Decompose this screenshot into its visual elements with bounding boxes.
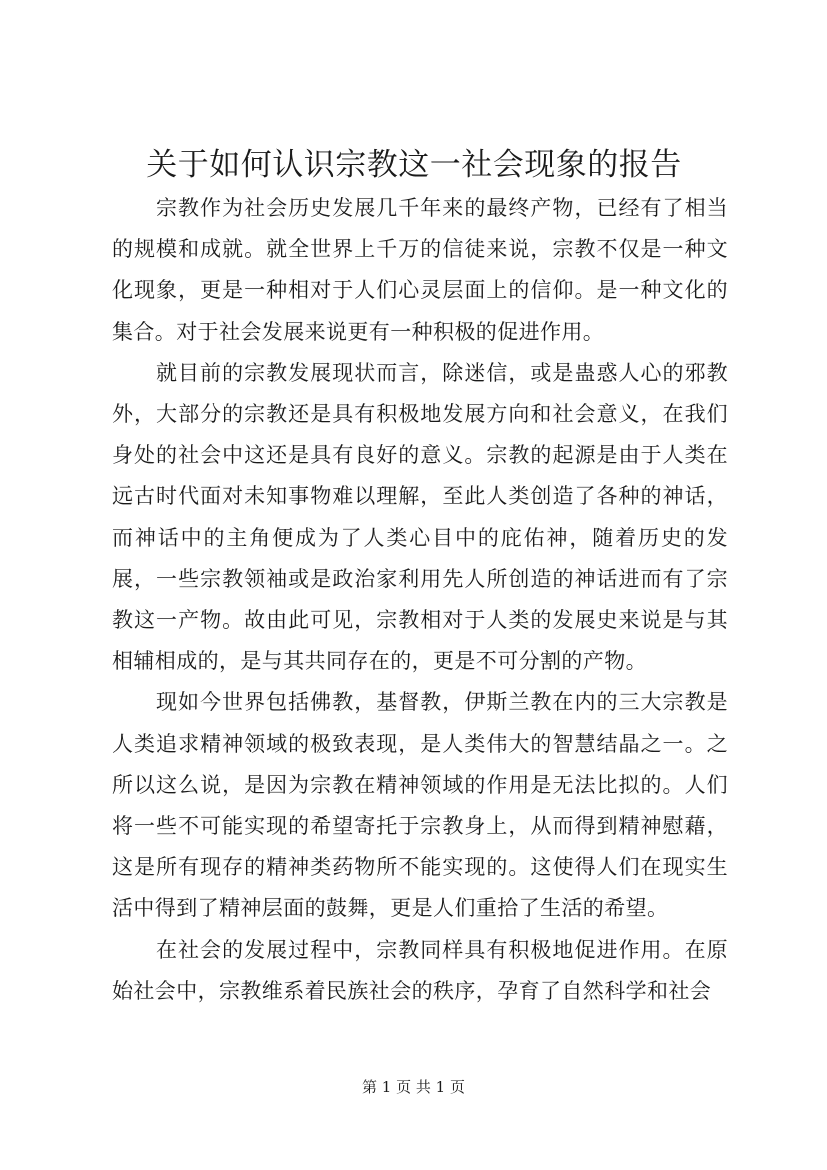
paragraph-2: 就目前的宗教发展现状而言，除迷信，或是蛊惑人心的邪教外，大部分的宗教还是具有积极地发展方向和社会意义，在我们身处的社会中这还是具有良好的意义。宗教的起源是由于人类在远古时代面对未知事物难以理解，至此人类创造了各种的神话，而神话中的主角便成为了人类心目中的庇佑神，随着历史的发展，一些宗教领袖或是政治家利用先人所创造的神话进而有了宗教这一产物。故由此可见，宗教相对于人类的发展史来说是与其相辅相成的，是与其共同存在的，更是不可分割的产物。 [112, 360, 728, 674]
paragraph-4: 在社会的发展过程中，宗教同样具有积极地促进作用。在原始社会中，宗教维系着民族社会的秩序，孕育了自然科学和社会 [112, 937, 728, 1003]
page-footer: 第 1 页 共 1 页 [362, 1078, 465, 1096]
document-body [112, 188, 728, 1012]
paragraph-3: 现如今世界包括佛教，基督教，伊斯兰教在内的三大宗教是人类追求精神领域的极致表现，是人类伟大的智慧结晶之一。之所以这么说，是因为宗教在精神领域的作用是无法比拟的。人们将一些不可能实现的希望寄托于宗教身上，从而得到精神慰藉，这是所有现存的精神类药物所不能实现的。这使得人们在现实生活中得到了精神层面的鼓舞，更是人们重拾了生活的希望。 [112, 690, 728, 921]
paragraph-1: 宗教作为社会历史发展几千年来的最终产物，已经有了相当的规模和成就。就全世界上千万的信徒来说，宗教不仅是一种文化现象，更是一种相对于人们心灵层面上的信仰。是一种文化的集合。对于社会发展来说更有一种积极的促进作用。 [112, 196, 728, 344]
document-title: 关于如何认识宗教这一社会现象的报告 [146, 147, 682, 183]
